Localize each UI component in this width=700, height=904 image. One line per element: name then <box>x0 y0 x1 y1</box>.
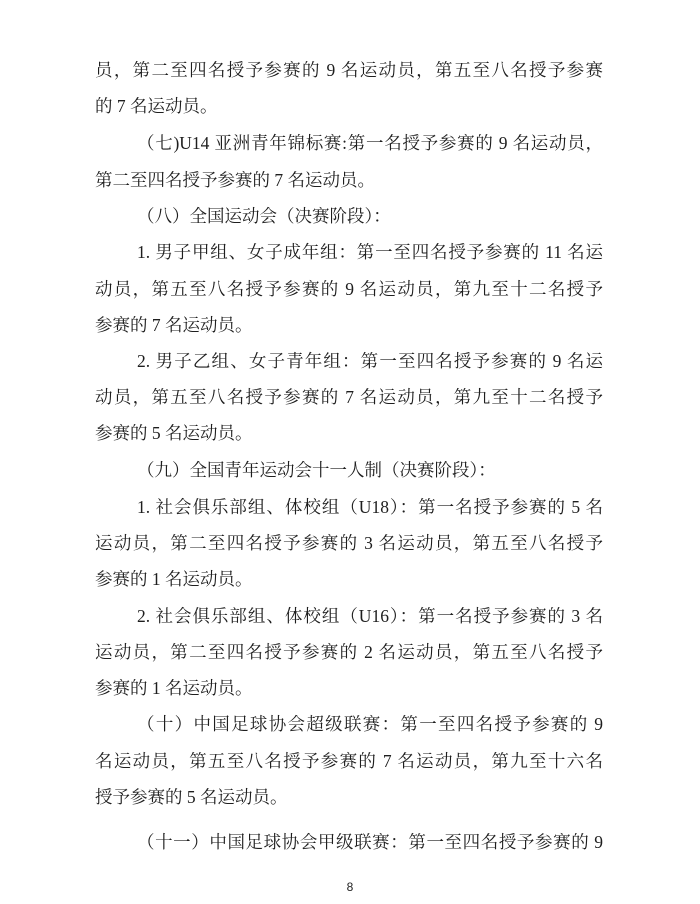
paragraph-line: 1. 社会俱乐部组、体校组（U18）：第一名授予参赛的 5 名 <box>137 497 603 517</box>
paragraph-line: 运动员，第二至四名授予参赛的 3 名运动员，第五至八名授予 <box>95 533 603 553</box>
paragraph-line: （十）中国足球协会超级联赛：第一至四名授予参赛的 9 <box>137 714 603 734</box>
paragraph-line: 参赛的 1 名运动员。 <box>95 678 253 698</box>
paragraph-line: 参赛的 7 名运动员。 <box>95 315 253 335</box>
paragraph-line: （九）全国青年运动会十一人制（决赛阶段）： <box>137 460 496 480</box>
page-number: 8 <box>346 880 354 894</box>
paragraph-line: 员，第二至四名授予参赛的 9 名运动员，第五至八名授予参赛 <box>95 60 603 80</box>
paragraph-line: （十一）中国足球协会甲级联赛：第一至四名授予参赛的 9 <box>137 832 603 852</box>
paragraph-line: 2. 男子乙组、女子青年组：第一至四名授予参赛的 9 名运 <box>137 351 603 371</box>
paragraph-line: （八）全国运动会（决赛阶段）： <box>137 206 391 226</box>
paragraph-line: 1. 男子甲组、女子成年组：第一至四名授予参赛的 11 名运 <box>137 242 603 262</box>
paragraph-line: 动员，第五至八名授予参赛的 9 名运动员，第九至十二名授予 <box>95 279 603 299</box>
paragraph-line: 参赛的 1 名运动员。 <box>95 569 253 589</box>
paragraph-line: 名运动员，第五至八名授予参赛的 7 名运动员，第九至十六名 <box>95 751 603 771</box>
paragraph-line: 第二至四名授予参赛的 7 名运动员。 <box>95 170 375 190</box>
paragraph-line: 2. 社会俱乐部组、体校组（U16）：第一名授予参赛的 3 名 <box>137 606 603 626</box>
paragraph-line: （七)U14 亚洲青年锦标赛:第一名授予参赛的 9 名运动员， <box>137 133 603 153</box>
paragraph-line: 动员，第五至八名授予参赛的 7 名运动员，第九至十二名授予 <box>95 387 603 407</box>
paragraph-line: 运动员，第二至四名授予参赛的 2 名运动员，第五至八名授予 <box>95 642 603 662</box>
paragraph-line: 参赛的 5 名运动员。 <box>95 423 253 443</box>
paragraph-line: 授予参赛的 5 名运动员。 <box>95 787 288 807</box>
paragraph-line: 的 7 名运动员。 <box>95 96 218 116</box>
